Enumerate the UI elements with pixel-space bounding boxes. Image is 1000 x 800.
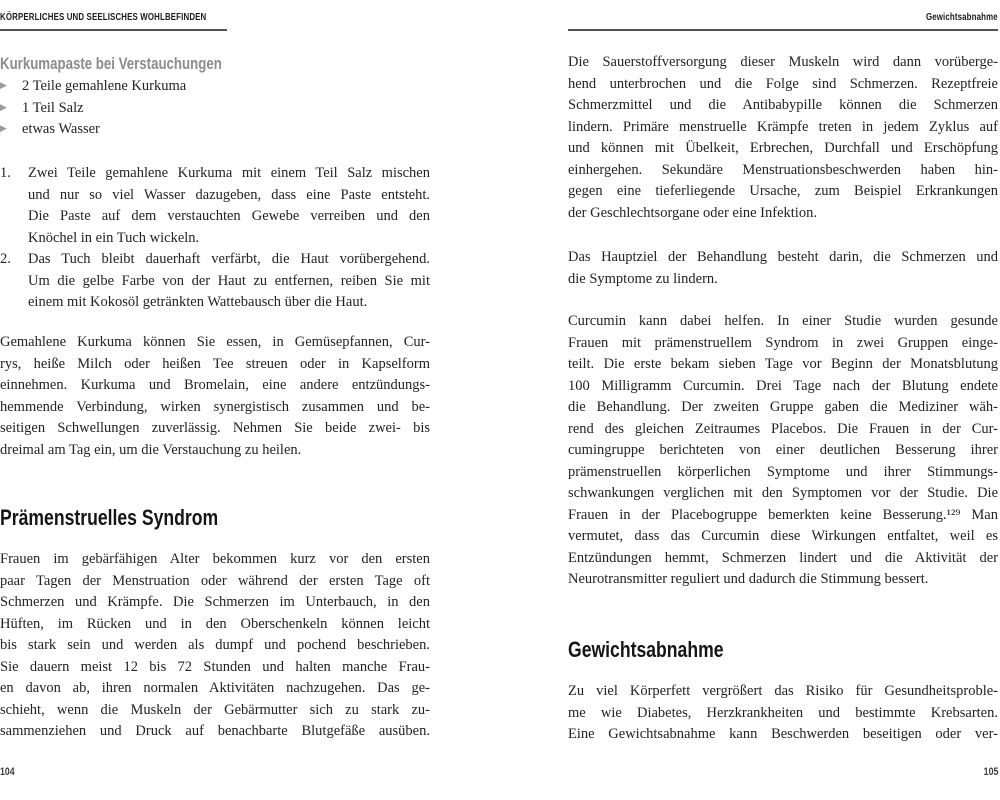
text-line: hend unterbrochen und die Folge sind Schmerzen. Rezeptfreie bbox=[568, 75, 998, 92]
text-line: Hüften, im Rücken und in den Oberschenkeln können leicht bbox=[0, 615, 430, 632]
left-page bbox=[0, 0, 430, 800]
text-line: Eine Gewichtsabnahme kann Beschwerden beseitigen oder ver- bbox=[568, 726, 998, 742]
paragraph bbox=[568, 52, 998, 224]
text-line: Knöchel in ein Tuch wickeln. bbox=[28, 229, 200, 246]
text-line: paar Tagen der Menstruation oder während der ersten Tage oft bbox=[0, 572, 430, 589]
text-line: und nur so viel Wasser dazugeben, dass eine Paste entsteht. bbox=[28, 186, 430, 203]
text-line: Curcumin kann dabei helfen. In einer Studie wurden gesunde bbox=[568, 313, 998, 329]
text-line: bis stark sein und werden als dumpf und pochend beschrieben. bbox=[0, 637, 430, 653]
ingredient-text: 2 Teile gemahlene Kurkuma bbox=[22, 78, 187, 94]
text-line: prämenstruellen körperlichen Symptome und ihrer Stimmungs- bbox=[568, 463, 998, 480]
text-line: einnehmen. Kurkuma und Bromelain, eine andere entzündungs- bbox=[0, 377, 430, 393]
text-line: Sie dauern meist 12 bis 72 Stunden und halten manche Frau- bbox=[0, 658, 430, 675]
text-line: vermutet, dass das Curcumin diese Wirkungen entfaltet, weil es bbox=[568, 528, 998, 544]
list-item bbox=[0, 76, 430, 98]
text-line: Frauen mit prämenstruellem Syndrom in zwei Gruppen einge- bbox=[568, 334, 998, 351]
paragraph bbox=[568, 681, 998, 746]
text-line: Schmerzen und Krämpfe. Die Schmerzen im Unterbauch, in den bbox=[0, 594, 430, 610]
text-line: Um die gelbe Farbe von der Haut zu entfernen, reiben Sie mit bbox=[28, 272, 430, 289]
text-line: schieht, wenn die Muskeln der Gebärmutter sich zu stark zu- bbox=[0, 701, 430, 718]
text-line: Frauen im gebärfähigen Alter bekommen kurz vor den ersten bbox=[0, 551, 430, 567]
ingredient-list bbox=[0, 76, 430, 141]
text-line: teilt. Die erste bekam sieben Tage vor Beginn der Monatsblutung bbox=[568, 356, 998, 372]
text-line: Gemahlene Kurkuma können Sie essen, in Gemüsepfannen, Cur- bbox=[0, 334, 430, 350]
text-line: die Symptome zu lindern. bbox=[568, 270, 718, 287]
text-line: Entzündungen hemmt, Schmerzen lindert und die Aktivität der bbox=[568, 549, 998, 566]
text-line: schwankungen verglichen mit den Symptomen vor der Studie. Die bbox=[568, 485, 998, 501]
text-line: Die Paste auf dem verstauchten Gewebe verreiben und den bbox=[28, 208, 430, 224]
text-line: einhergehen. Sekundäre Menstruationsbeschwerden haben hin- bbox=[568, 161, 998, 178]
text-line: Zu viel Körperfett vergrößert das Risiko für Gesundheitsproble- bbox=[568, 683, 998, 699]
header-rule-right bbox=[568, 29, 998, 31]
ingredient-text: etwas Wasser bbox=[22, 121, 100, 137]
step-number: 2. bbox=[0, 251, 11, 267]
paragraph bbox=[0, 332, 430, 461]
right-page bbox=[568, 0, 998, 800]
text-line: Neurotransmitter reguliert und dadurch die Stimmung bessert. bbox=[568, 571, 929, 587]
text-line: lindern. Primäre menstruelle Krämpfe treten in jedem Zyklus auf bbox=[568, 118, 998, 135]
section-heading-gewichtsabnahme: Gewichtsabnahme bbox=[568, 637, 724, 662]
text-line: Das Tuch bleibt dauerhaft verfärbt, die Haut vorübergehend. bbox=[28, 251, 430, 267]
bullet-triangle-icon: ▶ bbox=[0, 124, 7, 134]
text-line: dreimal am Tag ein, um die Verstauchung zu heilen. bbox=[0, 441, 302, 458]
text-line: gegen eine tieferliegende Ursache, zum Beispiel Erkrankungen bbox=[568, 183, 998, 199]
step-text bbox=[28, 163, 430, 249]
step-text bbox=[28, 249, 430, 314]
running-head-left: KÖRPERLICHES UND SEELISCHES WOHLBEFINDEN bbox=[0, 11, 207, 23]
section-heading-pms: Prämenstruelles Syndrom bbox=[0, 505, 219, 530]
text-line: Frauen in der Placebogruppe bemerkten keine Besserung.¹²⁹ Man bbox=[568, 506, 998, 523]
text-line: die Behandlung. Der zweiten Gruppe gaben die Mediziner wäh- bbox=[568, 399, 998, 415]
paragraph bbox=[0, 549, 430, 743]
running-head-right: Gewichtsabnahme bbox=[926, 11, 998, 23]
text-line: Zwei Teile gemahlene Kurkuma mit einem Teil Salz mischen bbox=[28, 165, 430, 181]
text-line: rend des gleichen Zeitraumes Placebos. Die Frauen in der Cur- bbox=[568, 420, 998, 437]
page-number-left: 104 bbox=[0, 766, 15, 778]
text-line: seitigen Schwellungen zuverlässig. Nehmen Sie beide zwei- bis bbox=[0, 420, 430, 436]
text-line: rys, heiße Milch oder heißen Tee streuen oder in Kapselform bbox=[0, 355, 430, 372]
text-line: und können mit Übelkeit, Erbrechen, Durchfall und Erschöpfung bbox=[568, 140, 998, 156]
paragraph bbox=[568, 247, 998, 290]
paragraph bbox=[568, 311, 998, 591]
recipe-step-1 bbox=[0, 163, 430, 249]
recipe-title: Kurkumapaste bei Verstauchungen bbox=[0, 54, 222, 73]
list-item bbox=[0, 98, 430, 120]
text-line: einem mit Kokosöl getränkten Wattebausch über die Haut. bbox=[28, 294, 368, 310]
text-line: hemmende Verbindung, wirken synergistisch zusammen und be- bbox=[0, 398, 430, 415]
text-line: Schmerzmittel und die Antibabypille können die Schmerzen bbox=[568, 97, 998, 113]
text-line: der Geschlechtsorgane oder eine Infektion. bbox=[568, 204, 817, 221]
page-number-right: 105 bbox=[983, 766, 998, 778]
text-line: en davon ab, ihren normalen Aktivitäten nachzugehen. Das ge- bbox=[0, 680, 430, 696]
text-line: 100 Milligramm Curcumin. Drei Tage nach der Blutung endete bbox=[568, 377, 998, 394]
text-line: Das Hauptziel der Behandlung besteht darin, die Schmerzen und bbox=[568, 249, 998, 265]
text-line: sammenziehen und Druck auf benachbarte Blutgefäße ausüben. bbox=[0, 723, 430, 739]
step-number: 1. bbox=[0, 165, 11, 181]
recipe-step-2 bbox=[0, 249, 430, 314]
header-rule-left bbox=[0, 29, 227, 31]
text-line: Die Sauerstoffversorgung dieser Muskeln wird dann vorüberge- bbox=[568, 54, 998, 70]
text-line: cumingruppe berichteten von einer deutlichen Besserung ihrer bbox=[568, 442, 998, 458]
list-item bbox=[0, 119, 430, 141]
bullet-triangle-icon: ▶ bbox=[0, 102, 7, 113]
text-line: me wie Diabetes, Herzkrankheiten und bestimmte Krebsarten. bbox=[568, 704, 998, 721]
ingredient-text: 1 Teil Salz bbox=[22, 99, 84, 116]
bullet-triangle-icon: ▶ bbox=[0, 81, 7, 91]
